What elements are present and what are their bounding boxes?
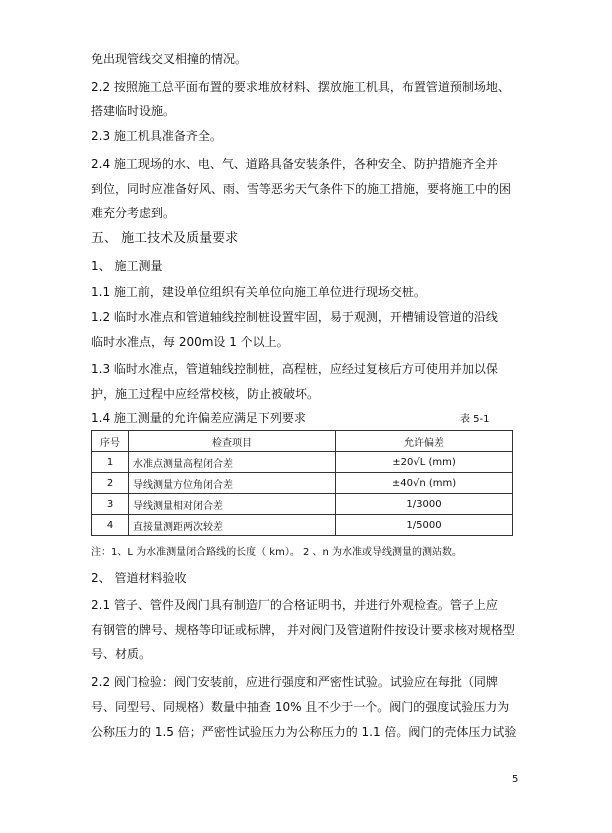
table-cell: 水准点测量高程闭合差 (129, 452, 336, 473)
subsection-heading: 1、 施工测量 (91, 259, 163, 273)
table-cell: 2 (92, 473, 129, 494)
body-text-line: 1.1 施工前，建设单位组织有关单位向施工单位进行现场交桩。 (91, 285, 426, 299)
table-cell: 导线测量方位角闭合差 (129, 473, 336, 494)
body-text-line: 2.2 按照施工总平面布置的要求堆放材料、摆放施工机具，布置管道预制场地、 (91, 80, 510, 94)
body-text-line: 1.3 临时水准点，管道轴线控制桩，高程桩，应经过复核后方可使用并加以保 (91, 362, 498, 376)
table-label: 表 5-1 (460, 414, 490, 425)
body-text-line: 2.2 阀门检验：阀门安装前，应进行强度和严密性试验。试验应在每批（同牌 (91, 675, 498, 689)
body-text-line: 2.3 施工机具准备齐全。 (91, 129, 222, 143)
table-row (92, 473, 513, 494)
table-cell: 4 (92, 515, 129, 536)
table-cell: 直接量测距两次较差 (129, 515, 336, 536)
table-row (92, 452, 513, 473)
body-text-line: 有钢管的牌号、规格等印证或标牌， 并对阀门及管道附件按设计要求核对规格型 (91, 623, 515, 637)
table-cell: 3 (92, 494, 129, 515)
tolerance-table (91, 430, 513, 536)
body-text-line: 免出现管线交叉相撞的情况。 (91, 52, 248, 66)
table-cell: 1 (92, 452, 129, 473)
table-header-cell: 检查项目 (129, 431, 336, 452)
body-text-line: 1.4 施工测量的允许偏差应满足下列要求 (91, 411, 306, 425)
body-text-line: 2.4 施工现场的水、电、气、道路具备安装条件，各种安全、防护措施齐全并 (91, 157, 498, 171)
body-text-line: 到位，同时应准备好风、雨、雪等恶劣天气条件下的施工措施，要将施工中的困 (91, 182, 512, 196)
table-row (92, 494, 513, 515)
table-cell: 1/3000 (336, 494, 513, 515)
table-cell: 1/5000 (336, 515, 513, 536)
body-text-line: 临时水准点，每 200m设 1 个以上。 (91, 335, 289, 349)
body-text-line: 号、材质。 (91, 647, 152, 661)
body-text-line: 搭建临时设施。 (91, 104, 176, 118)
table-header-cell: 序号 (92, 431, 129, 452)
body-text-line: 2.1 管子、管件及阀门具有制造厂的合格证明书，并进行外观检查。管子上应 (91, 598, 498, 612)
table-row (92, 515, 513, 536)
table-cell: ±20√L (mm) (336, 452, 513, 473)
body-text-line: 号、同型号、同规格）数量中抽查 10% 且不少于一个。阀门的强度试验压力为 (91, 700, 510, 714)
body-text-line: 难充分考虑到。 (91, 206, 176, 220)
page-number: 5 (512, 774, 519, 785)
table-cell: ±40√n (mm) (336, 473, 513, 494)
subsection-heading: 2、 管道材料验收 (91, 571, 187, 585)
table-header-cell: 允许偏差 (336, 431, 513, 452)
body-text-line: 护，施工过程中应经常校核，防止被破坏。 (91, 387, 320, 401)
body-text-line: 1.2 临时水准点和管道轴线控制桩设置牢固，易于观测，开槽铺设管道的沿线 (91, 310, 498, 324)
body-text-line: 公称压力的 1.5 倍；严密性试验压力为公称压力的 1.1 倍。阀门的壳体压力试验 (91, 725, 517, 739)
table-note: 注：1、L 为水准测量闭合路线的长度（ km）。 2 、n 为水准或导线测量的测站数。 (91, 547, 463, 558)
table-header-row (92, 431, 513, 452)
section-heading: 五、 施工技术及质量要求 (91, 231, 239, 246)
table-cell: 导线测量相对闭合差 (129, 494, 336, 515)
